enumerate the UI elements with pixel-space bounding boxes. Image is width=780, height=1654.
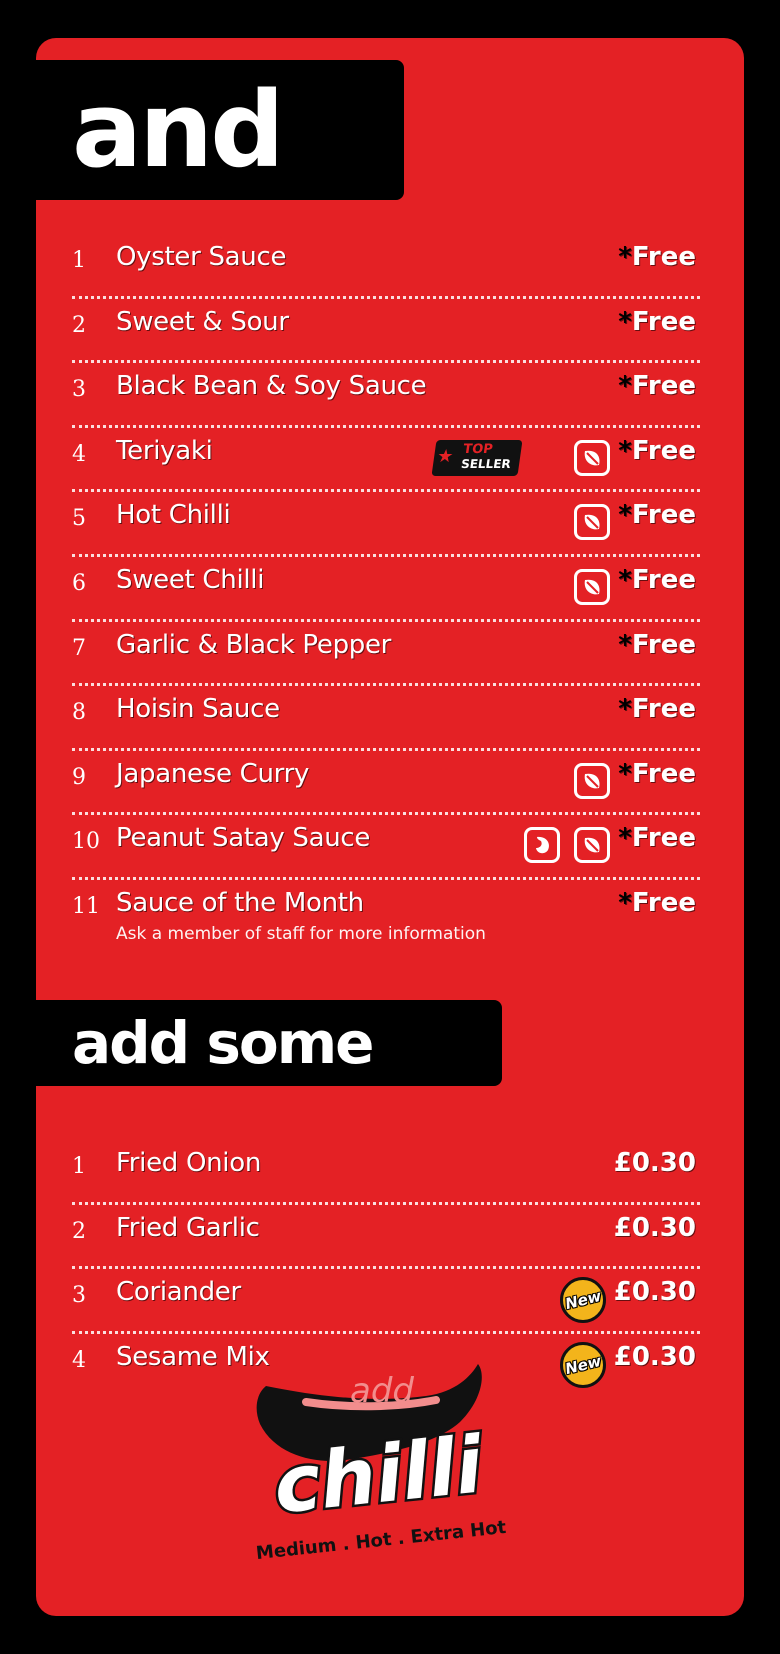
item-name: Garlic & Black Pepper bbox=[116, 629, 392, 660]
price-value: Free bbox=[631, 242, 696, 272]
item-name: Sweet Chilli bbox=[116, 564, 265, 595]
item-price bbox=[618, 307, 696, 337]
item-number: 10 bbox=[72, 829, 100, 855]
item-price bbox=[618, 500, 696, 530]
item-name: Sesame Mix bbox=[116, 1341, 270, 1372]
menu-panel bbox=[36, 38, 744, 1616]
item-price bbox=[618, 371, 696, 401]
list-item bbox=[72, 1205, 700, 1270]
new-badge-text: New bbox=[563, 1287, 603, 1314]
item-number: 5 bbox=[72, 506, 86, 532]
item-name: Sweet & Sour bbox=[116, 306, 289, 337]
list-item bbox=[72, 1269, 700, 1334]
item-number: 1 bbox=[72, 248, 86, 273]
badge-seller-text: SELLER bbox=[460, 456, 512, 471]
item-name: Black Bean & Soy Sauce bbox=[116, 371, 427, 402]
badge-top-text: TOP bbox=[462, 441, 494, 457]
price-asterisk: * bbox=[618, 758, 632, 789]
item-number: 9 bbox=[72, 764, 86, 790]
item-name: Oyster Sauce bbox=[116, 242, 287, 272]
item-number: 3 bbox=[72, 377, 86, 403]
item-name: Japanese Curry bbox=[116, 758, 310, 789]
item-number: 2 bbox=[72, 312, 86, 338]
price-asterisk: * bbox=[618, 629, 632, 660]
list-item bbox=[72, 234, 700, 299]
item-price: £0.30 bbox=[613, 1277, 696, 1308]
top-seller-badge bbox=[431, 440, 522, 476]
section-title-sauces: and bbox=[36, 60, 404, 200]
list-item bbox=[72, 492, 700, 557]
new-badge bbox=[560, 1277, 606, 1323]
item-price bbox=[618, 759, 696, 789]
sauce-list bbox=[72, 234, 700, 945]
item-name: Peanut Satay Sauce bbox=[116, 823, 371, 854]
item-name: Fried Garlic bbox=[116, 1212, 260, 1243]
price-asterisk: * bbox=[618, 306, 632, 337]
list-item bbox=[72, 363, 700, 428]
item-name: Hoisin Sauce bbox=[116, 694, 280, 725]
item-price bbox=[618, 242, 696, 272]
item-number: 2 bbox=[72, 1218, 86, 1244]
list-item bbox=[72, 751, 700, 816]
item-price: £0.30 bbox=[613, 1341, 696, 1372]
list-item bbox=[72, 428, 700, 493]
item-note: Ask a member of staff for more information bbox=[116, 923, 486, 944]
item-price: £0.30 bbox=[613, 1212, 696, 1243]
price-asterisk: * bbox=[618, 564, 632, 595]
price-value: Free bbox=[631, 500, 696, 531]
new-badge bbox=[560, 1342, 606, 1388]
item-number: 8 bbox=[72, 700, 86, 726]
price-value: Free bbox=[631, 435, 696, 466]
price-asterisk: * bbox=[618, 694, 632, 725]
leaf-icon bbox=[574, 440, 610, 476]
add-chilli-logo bbox=[246, 1364, 516, 1564]
item-name: Teriyaki bbox=[116, 435, 213, 466]
price-value: Free bbox=[631, 564, 696, 595]
price-value: Free bbox=[631, 371, 696, 402]
logo-levels-text: Medium . Hot . Extra Hot bbox=[254, 1516, 508, 1564]
star-1-icon: ★ bbox=[435, 445, 455, 467]
leaf-icon bbox=[574, 827, 610, 863]
item-number: 4 bbox=[72, 441, 86, 467]
item-price bbox=[618, 888, 696, 918]
item-number: 4 bbox=[72, 1347, 86, 1373]
item-name: Fried Onion bbox=[116, 1148, 261, 1178]
item-number: 11 bbox=[72, 893, 100, 919]
price-asterisk: * bbox=[618, 242, 632, 272]
item-name: Sauce of the Month bbox=[116, 887, 364, 918]
item-price bbox=[618, 694, 696, 724]
list-item bbox=[72, 686, 700, 751]
price-value: Free bbox=[631, 306, 696, 337]
item-price bbox=[618, 823, 696, 853]
price-value: Free bbox=[631, 758, 696, 789]
price-asterisk: * bbox=[618, 500, 632, 531]
item-price bbox=[618, 630, 696, 660]
new-badge-text: New bbox=[563, 1351, 603, 1378]
list-item bbox=[72, 815, 700, 880]
section-title-extras: add some bbox=[36, 1000, 502, 1086]
price-value: Free bbox=[631, 629, 696, 660]
item-name: Hot Chilli bbox=[116, 500, 231, 531]
item-price bbox=[618, 565, 696, 595]
list-item bbox=[72, 557, 700, 622]
item-number: 7 bbox=[72, 635, 86, 661]
price-asterisk: * bbox=[618, 823, 632, 854]
list-item bbox=[72, 880, 700, 945]
item-price bbox=[618, 436, 696, 466]
logo-chilli-text: chilli bbox=[269, 1420, 487, 1532]
item-number: 1 bbox=[72, 1154, 86, 1179]
price-asterisk: * bbox=[618, 887, 632, 918]
leaf-icon bbox=[574, 569, 610, 605]
price-asterisk: * bbox=[618, 435, 632, 466]
logo-add-text: add bbox=[350, 1371, 414, 1411]
item-number: 3 bbox=[72, 1283, 86, 1309]
list-item bbox=[72, 622, 700, 687]
item-name: Coriander bbox=[116, 1277, 241, 1308]
price-value: Free bbox=[631, 694, 696, 725]
list-item bbox=[72, 299, 700, 364]
leaf-icon bbox=[574, 763, 610, 799]
extras-list bbox=[72, 1140, 700, 1398]
item-number: 6 bbox=[72, 570, 86, 596]
leaf-icon bbox=[574, 504, 610, 540]
price-value: Free bbox=[631, 823, 696, 854]
item-price: £0.30 bbox=[613, 1148, 696, 1178]
price-asterisk: * bbox=[618, 371, 632, 402]
price-value: Free bbox=[631, 887, 696, 918]
list-item bbox=[72, 1140, 700, 1205]
peanut-icon bbox=[524, 827, 560, 863]
